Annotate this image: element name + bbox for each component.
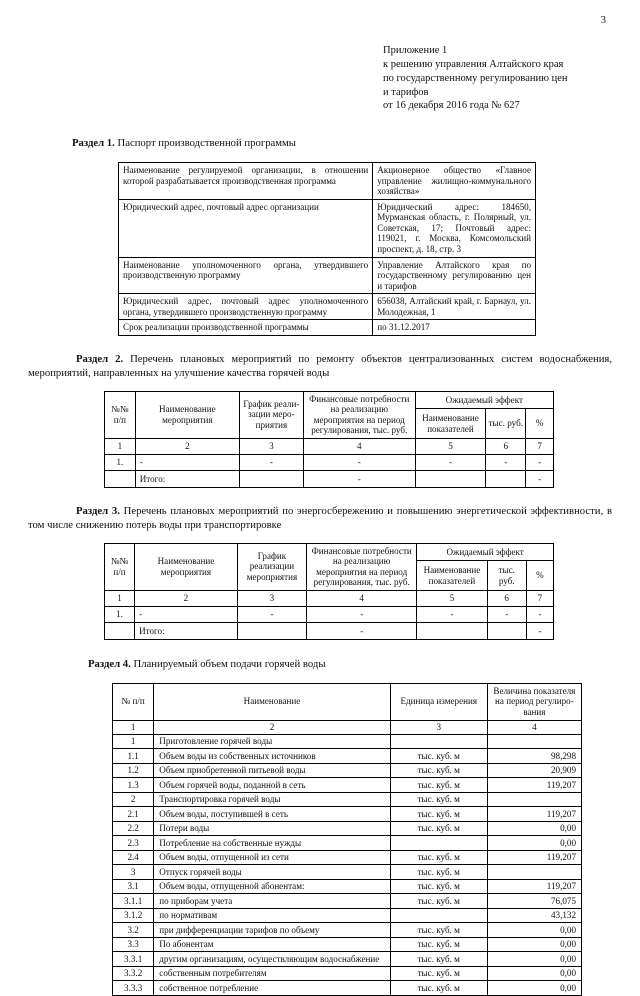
row-value: 119,207 xyxy=(487,807,581,822)
row-unit: тыс. куб. м xyxy=(390,923,487,938)
row-unit: тыс. куб. м xyxy=(390,865,487,880)
header-line-3: по государственному регулированию цен xyxy=(383,72,568,84)
table-row xyxy=(113,836,582,851)
section3-title-text: Перечень плановых мероприятий по энергосбережению и повышению энергетической эффективности, в том числе снижению потерь воды при транспортировке xyxy=(28,504,612,531)
row-value: 119,207 xyxy=(487,879,581,894)
row-unit: тыс. куб. м xyxy=(390,879,487,894)
header-line-1: Приложение 1 xyxy=(383,45,448,56)
passport-label: Срок реализации производственной программы xyxy=(119,320,373,336)
row-thousand: - xyxy=(486,454,526,470)
col-header-num: № п/п xyxy=(113,683,154,720)
row-index: 3 xyxy=(113,865,154,880)
row-value: 0,00 xyxy=(487,966,581,981)
row-value: 0,00 xyxy=(487,981,581,996)
table-row xyxy=(113,749,582,764)
col-header-num: №№ п/п xyxy=(105,543,135,590)
passport-value: Юридический адрес: 184650, Мурманская область, г. Полярный, ул. Советская, 17; Почтовый адрес: 119021, г. Москва, Комсомольский проспект, д. 18, стр. 3 xyxy=(373,199,536,257)
colnum: 7 xyxy=(526,590,553,606)
row-name: по приборам учета xyxy=(154,894,390,909)
passport-label: Юридический адрес, почтовый адрес организации xyxy=(119,199,373,257)
row-value: 0,00 xyxy=(487,937,581,952)
colnum: 7 xyxy=(526,438,554,454)
row-num: 1. xyxy=(105,454,136,470)
colnum: 3 xyxy=(237,590,306,606)
col-header-schedule: График реализации мероприятия xyxy=(240,391,304,438)
row-name: Транспортировка горячей воды xyxy=(154,792,390,807)
table-row xyxy=(119,257,536,294)
total-label: Итого: xyxy=(135,622,238,639)
row-num: 1. xyxy=(105,606,135,622)
passport-label: Наименование регулируемой организации, в отношении которой разрабатывается производственная программа xyxy=(119,163,373,200)
table-row xyxy=(105,454,554,470)
passport-table xyxy=(118,162,536,336)
row-name: Потребление на собственные нужды xyxy=(154,836,390,851)
colnum: 4 xyxy=(487,720,581,734)
header-line-2: к решению управления Алтайского края xyxy=(383,58,564,70)
table-row xyxy=(113,865,582,880)
col-header-name: Наименование мероприятия xyxy=(135,543,238,590)
row-index: 3.1.2 xyxy=(113,908,154,923)
document-header xyxy=(383,44,612,113)
table-row xyxy=(119,320,536,336)
row-index: 1.3 xyxy=(113,778,154,793)
table-row xyxy=(119,163,536,200)
row-unit: тыс. куб. м xyxy=(390,850,487,865)
row-schedule: - xyxy=(237,606,306,622)
row-unit: тыс. куб. м xyxy=(390,981,487,996)
column-number-row xyxy=(113,720,582,734)
colnum: 2 xyxy=(135,438,239,454)
row-name: по нормативам xyxy=(154,908,390,923)
section1-title-text: Паспорт производственной программы xyxy=(114,137,296,150)
table-row xyxy=(113,937,582,952)
row-value: 119,207 xyxy=(487,778,581,793)
section4-title-text: Планируемый объем подачи горячей воды xyxy=(130,657,326,670)
table-row xyxy=(113,763,582,778)
table-row xyxy=(113,981,582,996)
row-unit: тыс. куб. м xyxy=(390,966,487,981)
colnum: 1 xyxy=(105,590,135,606)
row-name: - xyxy=(135,454,239,470)
row-unit: тыс. куб. м xyxy=(390,952,487,967)
row-value: 0,00 xyxy=(487,821,581,836)
col-header-schedule: График реализации мероприятия xyxy=(237,543,306,590)
colnum: 2 xyxy=(154,720,390,734)
table-row xyxy=(113,850,582,865)
table-row xyxy=(113,821,582,836)
row-unit: тыс. куб. м xyxy=(390,778,487,793)
colnum: 4 xyxy=(307,590,417,606)
colnum: 4 xyxy=(303,438,415,454)
total-schedule xyxy=(240,470,304,487)
passport-value: Управление Алтайского края по государственному регулированию цен и тарифов xyxy=(373,257,536,294)
table-row xyxy=(113,778,582,793)
table-header-row xyxy=(105,391,554,409)
col-header-effect: Ожидаемый эффект xyxy=(415,391,553,409)
row-index: 1.1 xyxy=(113,749,154,764)
table-total-row xyxy=(105,622,554,639)
row-index: 3.3.3 xyxy=(113,981,154,996)
column-number-row xyxy=(105,590,554,606)
table-header-row xyxy=(113,683,582,720)
total-finance: - xyxy=(307,622,417,639)
row-index: 2.3 xyxy=(113,836,154,851)
table-row xyxy=(113,734,582,749)
passport-label: Юридический адрес, почтовый адрес уполномоченного органа, утвердившего производственную программу xyxy=(119,294,373,320)
row-value xyxy=(487,865,581,880)
table-row xyxy=(113,807,582,822)
section1-title xyxy=(72,137,612,151)
row-index: 2.1 xyxy=(113,807,154,822)
col-header-indicator: Наименование показателей xyxy=(415,409,486,439)
section4-title xyxy=(88,658,612,672)
total-schedule xyxy=(237,622,306,639)
row-schedule: - xyxy=(240,454,304,470)
row-index: 3.3 xyxy=(113,937,154,952)
table-row xyxy=(113,952,582,967)
row-value: 119,207 xyxy=(487,850,581,865)
row-index: 1 xyxy=(113,734,154,749)
water-volume-table xyxy=(112,683,582,996)
row-value: 20,909 xyxy=(487,763,581,778)
colnum: 5 xyxy=(415,438,486,454)
header-line-5: от 16 декабря 2016 года № 627 xyxy=(383,100,520,112)
row-value xyxy=(487,792,581,807)
section3-title xyxy=(28,505,612,533)
col-header-name: Наименование xyxy=(154,683,390,720)
row-unit: тыс. куб. м xyxy=(390,763,487,778)
row-name: Потери воды xyxy=(154,821,390,836)
energy-measures-table xyxy=(104,543,554,640)
row-index: 3.3.2 xyxy=(113,966,154,981)
row-index: 3.2 xyxy=(113,923,154,938)
passport-value: 656038, Алтайский край, г. Барнаул, ул. Молодежная, 1 xyxy=(373,294,536,320)
table-row xyxy=(113,894,582,909)
header-line-4: и тарифов xyxy=(383,86,429,98)
row-name: Объем воды, отпущенной абонентам: xyxy=(154,879,390,894)
row-unit: тыс. куб. м xyxy=(390,894,487,909)
col-header-finance: Финансовые потребности на реализацию мероприятия на период регулирования, тыс. руб. xyxy=(303,391,415,438)
row-index: 3.3.1 xyxy=(113,952,154,967)
total-percent: - xyxy=(526,622,553,639)
total-percent: - xyxy=(526,470,554,487)
col-header-value: Величина показателя на период регулирования xyxy=(487,683,581,720)
row-index: 3.1.1 xyxy=(113,894,154,909)
row-finance: - xyxy=(307,606,417,622)
row-value: 0,00 xyxy=(487,952,581,967)
passport-value: Акционерное общество «Главное управление жилищно-коммунального хозяйства» xyxy=(373,163,536,200)
row-thousand: - xyxy=(487,606,526,622)
col-header-finance: Финансовые потребности на реализацию мероприятия на период регулирования, тыс. руб. xyxy=(307,543,417,590)
row-name: собственное потребление xyxy=(154,981,390,996)
table-row xyxy=(113,923,582,938)
row-name: Приготовление горячей воды xyxy=(154,734,390,749)
row-percent: - xyxy=(526,454,554,470)
colnum: 3 xyxy=(240,438,304,454)
table-row xyxy=(113,966,582,981)
colnum: 2 xyxy=(135,590,238,606)
row-value: 43,132 xyxy=(487,908,581,923)
section3-lead: Раздел 3. xyxy=(76,504,120,517)
row-name: По абонентам xyxy=(154,937,390,952)
table-header-row xyxy=(105,543,554,561)
row-unit: тыс. куб. м xyxy=(390,821,487,836)
total-thousand xyxy=(486,470,526,487)
row-finance: - xyxy=(303,454,415,470)
total-indicator xyxy=(417,622,487,639)
row-unit xyxy=(390,836,487,851)
row-unit: тыс. куб. м xyxy=(390,937,487,952)
table-row xyxy=(113,879,582,894)
total-empty xyxy=(105,622,135,639)
table-row xyxy=(113,792,582,807)
row-index: 2 xyxy=(113,792,154,807)
col-header-indicator: Наименование показателей xyxy=(417,561,487,591)
colnum: 5 xyxy=(417,590,487,606)
col-header-percent: % xyxy=(526,561,553,591)
section4-lead: Раздел 4. xyxy=(88,657,131,670)
row-index: 3.1 xyxy=(113,879,154,894)
section2-title-text: Перечень плановых мероприятий по ремонту объектов централизованных систем водоснабжения, мероприятий, направленных на улучшение качества горячей воды xyxy=(28,352,612,379)
total-label: Итого: xyxy=(135,470,239,487)
section1-lead: Раздел 1. xyxy=(72,137,115,150)
col-header-effect: Ожидаемый эффект xyxy=(417,543,554,561)
colnum: 1 xyxy=(113,720,154,734)
row-indicator: - xyxy=(415,454,486,470)
row-name: собственным потребителям xyxy=(154,966,390,981)
col-header-num: №№ п/п xyxy=(105,391,136,438)
table-row xyxy=(119,199,536,257)
row-name: другим организациям, осуществляющим водоснабжение xyxy=(154,952,390,967)
row-name: Отпуск горячей воды xyxy=(154,865,390,880)
col-header-unit: Единица измерения xyxy=(390,683,487,720)
colnum: 6 xyxy=(487,590,526,606)
section2-lead: Раздел 2. xyxy=(76,352,124,365)
total-thousand xyxy=(487,622,526,639)
row-unit: тыс. куб. м xyxy=(390,807,487,822)
row-index: 2.2 xyxy=(113,821,154,836)
water-volume-rows xyxy=(113,734,582,995)
row-indicator: - xyxy=(417,606,487,622)
table-row xyxy=(113,908,582,923)
table-row xyxy=(119,294,536,320)
row-percent: - xyxy=(526,606,553,622)
total-finance: - xyxy=(303,470,415,487)
row-name: Объем воды, поступившей в сеть xyxy=(154,807,390,822)
row-index: 2.4 xyxy=(113,850,154,865)
row-name: Объем воды, отпущенной из сети xyxy=(154,850,390,865)
table-row xyxy=(105,606,554,622)
column-number-row xyxy=(105,438,554,454)
row-value: 76,075 xyxy=(487,894,581,909)
row-unit: тыс. куб. м xyxy=(390,792,487,807)
repair-measures-table xyxy=(104,391,554,488)
row-unit xyxy=(390,734,487,749)
col-header-thousand-rub: тыс. руб. xyxy=(487,561,526,591)
row-name: - xyxy=(135,606,238,622)
row-name: Объем приобретенной питьевой воды xyxy=(154,763,390,778)
row-index: 1.2 xyxy=(113,763,154,778)
row-name: Объем горячей воды, поданной в сеть xyxy=(154,778,390,793)
total-empty xyxy=(105,470,136,487)
col-header-name: Наименование мероприятия xyxy=(135,391,239,438)
col-header-thousand-rub: тыс. руб. xyxy=(486,409,526,439)
table-total-row xyxy=(105,470,554,487)
row-value: 98,298 xyxy=(487,749,581,764)
colnum: 1 xyxy=(105,438,136,454)
total-indicator xyxy=(415,470,486,487)
colnum: 6 xyxy=(486,438,526,454)
colnum: 3 xyxy=(390,720,487,734)
passport-value: по 31.12.2017 xyxy=(373,320,536,336)
section2-title xyxy=(28,353,612,381)
row-value: 0,00 xyxy=(487,836,581,851)
row-unit xyxy=(390,908,487,923)
page-number: 3 xyxy=(600,15,606,26)
col-header-percent: % xyxy=(526,409,554,439)
row-name: Объем воды из собственных источников xyxy=(154,749,390,764)
row-unit: тыс. куб. м xyxy=(390,749,487,764)
row-value: 0,00 xyxy=(487,923,581,938)
passport-label: Наименование уполномоченного органа, утвердившего производственную программу xyxy=(119,257,373,294)
row-name: при дифференциации тарифов по объему xyxy=(154,923,390,938)
row-value xyxy=(487,734,581,749)
